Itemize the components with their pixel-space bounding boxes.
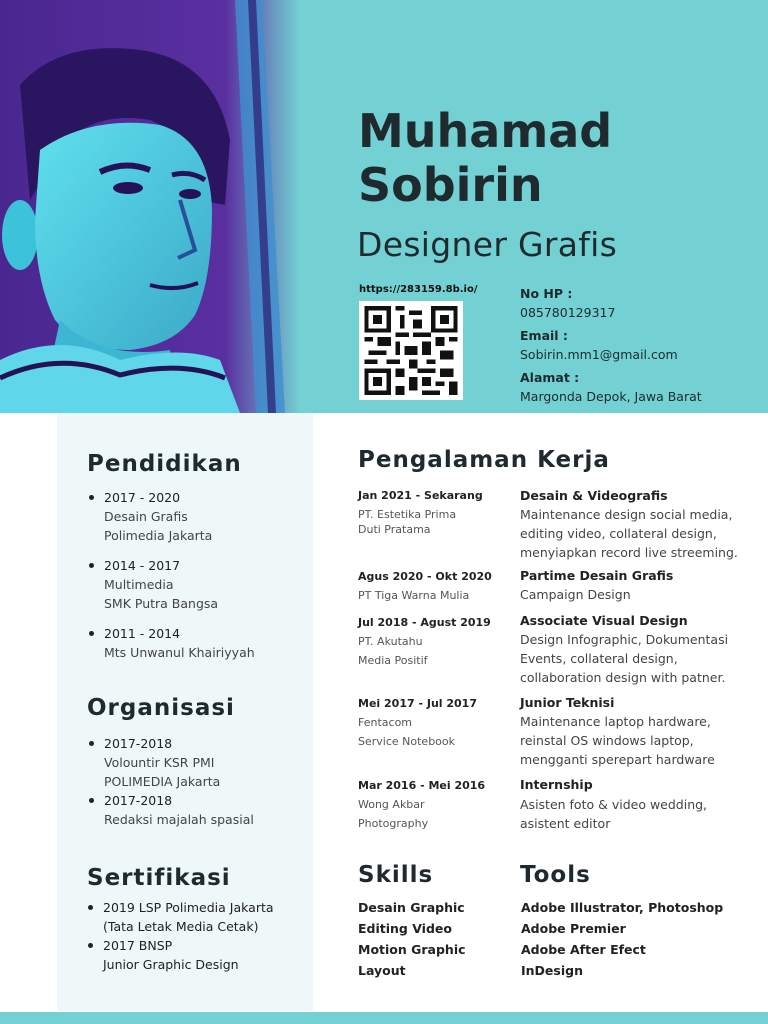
job-company: PT. Akutahu Media Positif (358, 635, 428, 667)
certification-title: Sertifikasi (87, 865, 231, 891)
profile-photo (0, 0, 300, 413)
tool-item: Adobe After Efect (521, 942, 646, 957)
certification-item: 2019 LSP Polimedia Jakarta (Tata Letak Media Cetak) (86, 898, 274, 936)
portfolio-url[interactable]: https://283159.8b.io/ (359, 284, 478, 295)
organization-item: 2017-2018 Volountir KSR PMI POLIMEDIA Jakarta (87, 734, 254, 791)
header-banner (0, 0, 768, 413)
tools-list (521, 897, 723, 981)
education-item: 2011 - 2014 Mts Unwanul Khairiyyah (87, 624, 255, 662)
education-item: 2014 - 2017 Multimedia SMK Putra Bangsa (87, 556, 255, 613)
tool-item: InDesign (521, 963, 583, 978)
job-company: PT Tiga Warna Mulia (358, 589, 470, 602)
job-date: Jul 2018 - Agust 2019 (358, 616, 491, 629)
job-description: Campaign Design (520, 587, 631, 602)
job-title: Desain & Videografis (520, 488, 668, 503)
skill-item: Layout (358, 963, 406, 978)
job-title: Partime Desain Grafis (520, 568, 674, 583)
education-title: Pendidikan (87, 451, 242, 477)
job-date: Agus 2020 - Okt 2020 (358, 570, 492, 583)
job-date: Jan 2021 - Sekarang (358, 489, 483, 502)
job-title: Internship (520, 777, 593, 792)
address-label: Alamat : (520, 370, 580, 385)
job-description: Maintenance laptop hardware, reinstal OS windows laptop, mengganti sperepart hardware (520, 714, 715, 767)
job-description: Maintenance design social media, editing video, collateral design, menyiapkan record live streeming. (520, 507, 738, 560)
skill-item: Editing Video (358, 921, 452, 936)
job-date: Mei 2017 - Jul 2017 (358, 697, 477, 710)
job-description: Asisten foto & video wedding, asistent editor (520, 797, 708, 831)
job-description: Design Infographic, Dokumentasi Events, collateral design, collaboration design with patner. (520, 632, 729, 685)
tool-item: Adobe Illustrator, Photoshop (521, 900, 724, 915)
footer-bar (0, 1012, 768, 1024)
education-item: 2017 - 2020 Desain Grafis Polimedia Jakarta (87, 488, 255, 545)
skills-title: Skills (358, 862, 434, 888)
organization-item: 2017-2018 Redaksi majalah spasial (87, 791, 254, 829)
contact-info (520, 284, 702, 410)
tool-item: Adobe Premier (521, 921, 626, 936)
qr-code-icon (359, 301, 463, 400)
certification-item: 2017 BNSP Junior Graphic Design (86, 936, 274, 974)
full-name (358, 104, 612, 212)
experience-title: Pengalaman Kerja (358, 447, 610, 473)
job-title: Associate Visual Design (520, 613, 688, 628)
organization-title: Organisasi (87, 695, 235, 721)
job-company: PT. Estetika Prima Duti Pratama (358, 508, 457, 536)
phone-label: No HP : (520, 286, 573, 301)
name-line-2: Sobirin (358, 158, 543, 212)
job-role: Designer Grafis (357, 225, 618, 264)
address-value: Margonda Depok, Jawa Barat (520, 389, 702, 404)
education-list (87, 488, 255, 662)
skill-item: Desain Graphic (358, 900, 465, 915)
job-company: Fentacom Service Notebook (358, 716, 456, 748)
name-line-1: Muhamad (358, 104, 613, 158)
certification-list (86, 898, 274, 974)
job-date: Mar 2016 - Mei 2016 (358, 779, 486, 792)
skills-list (358, 897, 466, 981)
tools-title: Tools (520, 862, 591, 888)
organization-list (87, 734, 254, 829)
phone-value: 085780129317 (520, 305, 616, 320)
email-label: Email : (520, 328, 568, 343)
skill-item: Motion Graphic (358, 942, 466, 957)
job-company: Wong Akbar Photography (358, 798, 429, 830)
job-title: Junior Teknisi (520, 695, 615, 710)
email-value[interactable]: Sobirin.mm1@gmail.com (520, 347, 678, 362)
